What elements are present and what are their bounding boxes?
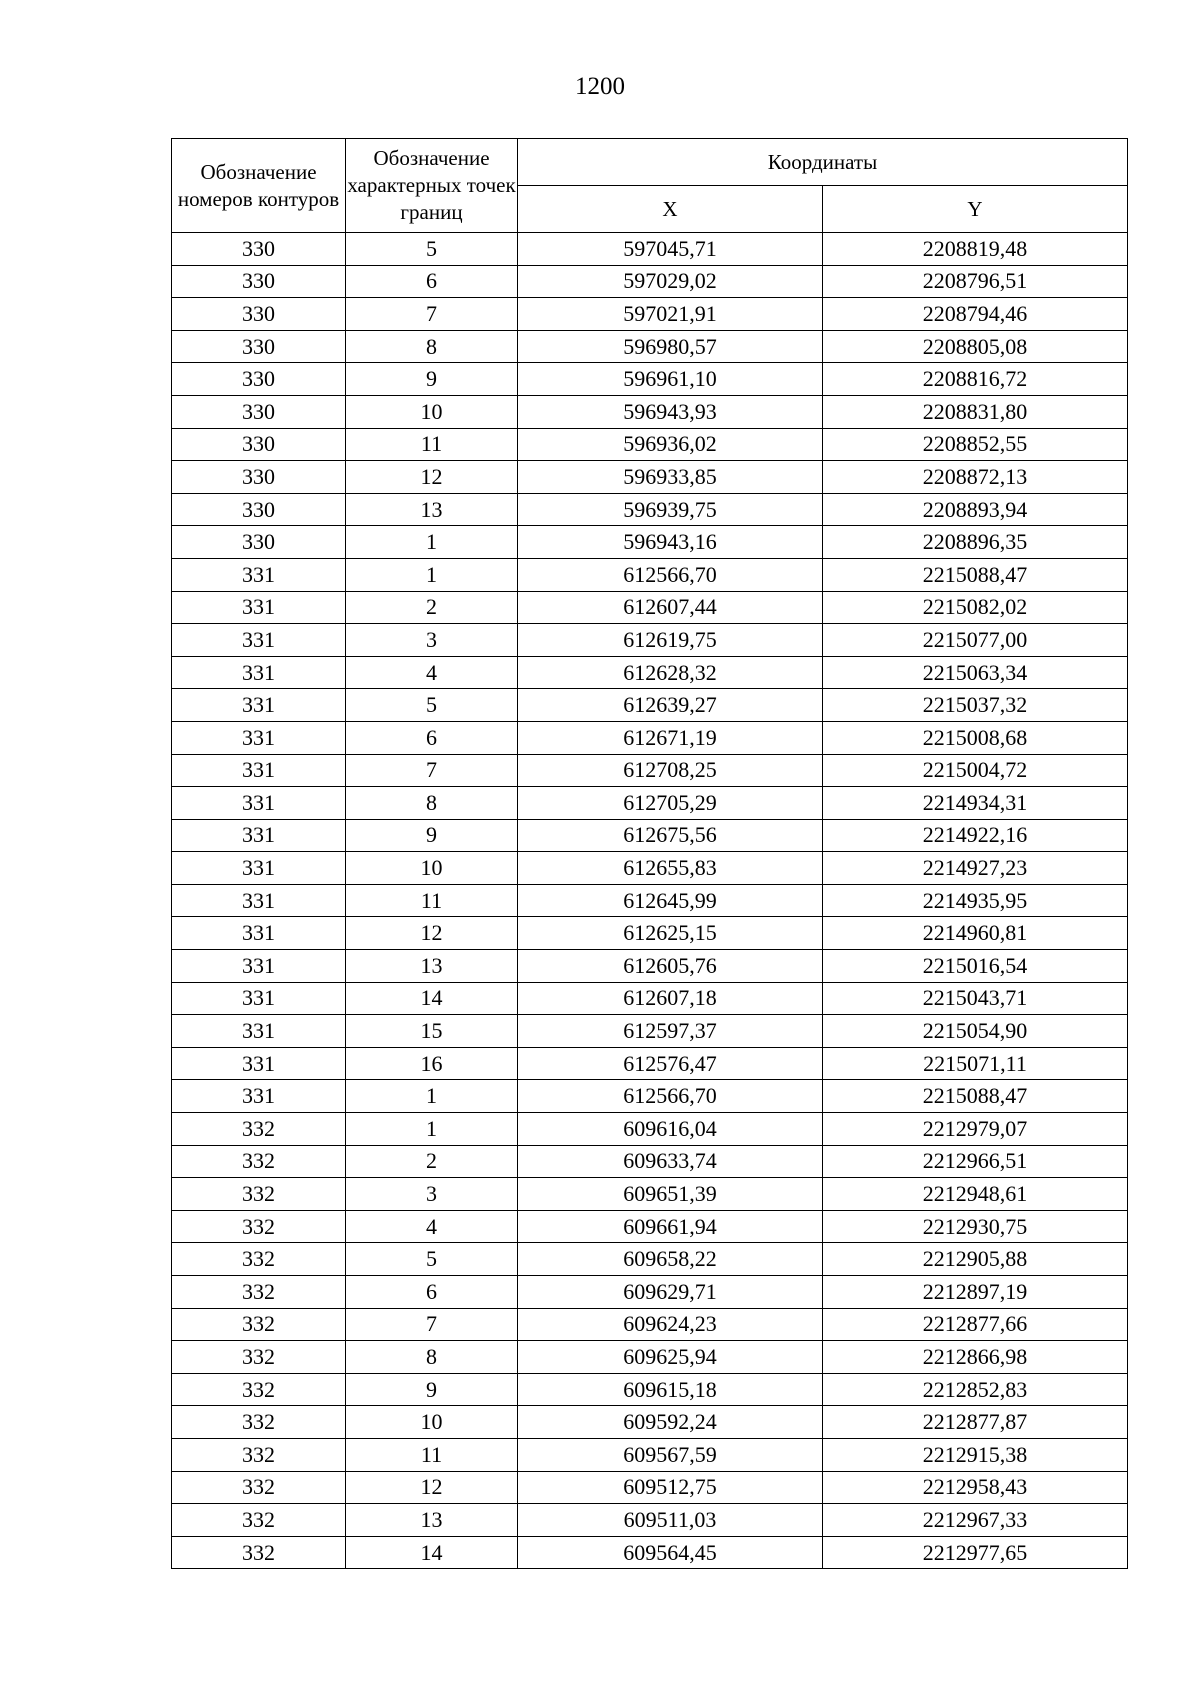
cell-contour-number: 332 — [172, 1504, 346, 1537]
cell-point-number: 6 — [346, 721, 518, 754]
cell-y-coordinate: 2215088,47 — [823, 558, 1128, 591]
cell-y-coordinate: 2208819,48 — [823, 233, 1128, 266]
cell-y-coordinate: 2208816,72 — [823, 363, 1128, 396]
cell-point-number: 1 — [346, 1080, 518, 1113]
cell-y-coordinate: 2212979,07 — [823, 1113, 1128, 1146]
cell-x-coordinate: 612645,99 — [518, 884, 823, 917]
table-row — [172, 395, 1128, 428]
table-row — [172, 1406, 1128, 1439]
cell-contour-number: 330 — [172, 330, 346, 363]
table-row — [172, 1047, 1128, 1080]
cell-point-number: 12 — [346, 917, 518, 950]
table-row — [172, 1210, 1128, 1243]
cell-y-coordinate: 2214927,23 — [823, 852, 1128, 885]
cell-y-coordinate: 2212915,38 — [823, 1438, 1128, 1471]
table-row — [172, 1178, 1128, 1211]
cell-point-number: 7 — [346, 298, 518, 331]
cell-x-coordinate: 612675,56 — [518, 819, 823, 852]
cell-point-number: 5 — [346, 689, 518, 722]
cell-contour-number: 331 — [172, 917, 346, 950]
cell-point-number: 13 — [346, 493, 518, 526]
cell-point-number: 7 — [346, 754, 518, 787]
cell-y-coordinate: 2208893,94 — [823, 493, 1128, 526]
cell-x-coordinate: 609629,71 — [518, 1276, 823, 1309]
table-row — [172, 1471, 1128, 1504]
table-row — [172, 819, 1128, 852]
table-row — [172, 233, 1128, 266]
cell-point-number: 3 — [346, 624, 518, 657]
cell-x-coordinate: 596936,02 — [518, 428, 823, 461]
cell-point-number: 8 — [346, 787, 518, 820]
cell-x-coordinate: 612607,18 — [518, 982, 823, 1015]
cell-y-coordinate: 2212958,43 — [823, 1471, 1128, 1504]
header-y: Y — [823, 186, 1128, 233]
table-row — [172, 787, 1128, 820]
cell-x-coordinate: 612566,70 — [518, 558, 823, 591]
cell-contour-number: 331 — [172, 950, 346, 983]
cell-y-coordinate: 2212967,33 — [823, 1504, 1128, 1537]
table-row — [172, 950, 1128, 983]
cell-x-coordinate: 596961,10 — [518, 363, 823, 396]
cell-contour-number: 331 — [172, 754, 346, 787]
cell-point-number: 10 — [346, 1406, 518, 1439]
table-row — [172, 1504, 1128, 1537]
table-row — [172, 1015, 1128, 1048]
cell-x-coordinate: 609651,39 — [518, 1178, 823, 1211]
cell-y-coordinate: 2215008,68 — [823, 721, 1128, 754]
cell-point-number: 16 — [346, 1047, 518, 1080]
cell-y-coordinate: 2215088,47 — [823, 1080, 1128, 1113]
table-row — [172, 656, 1128, 689]
cell-contour-number: 332 — [172, 1243, 346, 1276]
table-row — [172, 917, 1128, 950]
cell-x-coordinate: 609512,75 — [518, 1471, 823, 1504]
cell-contour-number: 330 — [172, 395, 346, 428]
page-number: 1200 — [575, 73, 625, 100]
cell-contour-number: 331 — [172, 982, 346, 1015]
cell-x-coordinate: 612708,25 — [518, 754, 823, 787]
cell-x-coordinate: 597021,91 — [518, 298, 823, 331]
cell-point-number: 12 — [346, 1471, 518, 1504]
cell-x-coordinate: 612625,15 — [518, 917, 823, 950]
cell-x-coordinate: 612639,27 — [518, 689, 823, 722]
table-row — [172, 852, 1128, 885]
cell-point-number: 4 — [346, 1210, 518, 1243]
cell-y-coordinate: 2215016,54 — [823, 950, 1128, 983]
cell-contour-number: 332 — [172, 1178, 346, 1211]
cell-point-number: 5 — [346, 233, 518, 266]
cell-x-coordinate: 597045,71 — [518, 233, 823, 266]
cell-y-coordinate: 2208872,13 — [823, 461, 1128, 494]
cell-point-number: 1 — [346, 558, 518, 591]
table-row — [172, 1341, 1128, 1374]
table-row — [172, 461, 1128, 494]
cell-contour-number: 330 — [172, 233, 346, 266]
cell-point-number: 13 — [346, 950, 518, 983]
cell-x-coordinate: 612628,32 — [518, 656, 823, 689]
cell-y-coordinate: 2214960,81 — [823, 917, 1128, 950]
cell-x-coordinate: 612597,37 — [518, 1015, 823, 1048]
header-x: X — [518, 186, 823, 233]
cell-y-coordinate: 2208831,80 — [823, 395, 1128, 428]
cell-point-number: 11 — [346, 1438, 518, 1471]
cell-point-number: 1 — [346, 1113, 518, 1146]
cell-x-coordinate: 609625,94 — [518, 1341, 823, 1374]
cell-x-coordinate: 609592,24 — [518, 1406, 823, 1439]
cell-y-coordinate: 2212948,61 — [823, 1178, 1128, 1211]
cell-point-number: 15 — [346, 1015, 518, 1048]
cell-y-coordinate: 2212866,98 — [823, 1341, 1128, 1374]
cell-contour-number: 331 — [172, 787, 346, 820]
table-header — [172, 139, 1128, 233]
cell-y-coordinate: 2215054,90 — [823, 1015, 1128, 1048]
cell-contour-number: 330 — [172, 526, 346, 559]
cell-point-number: 2 — [346, 1145, 518, 1178]
cell-y-coordinate: 2215071,11 — [823, 1047, 1128, 1080]
table-row — [172, 330, 1128, 363]
cell-contour-number: 331 — [172, 591, 346, 624]
table-row — [172, 1308, 1128, 1341]
cell-point-number: 11 — [346, 428, 518, 461]
cell-point-number: 7 — [346, 1308, 518, 1341]
cell-contour-number: 332 — [172, 1438, 346, 1471]
cell-point-number: 9 — [346, 363, 518, 396]
header-point-designation: Обозначение характерных точек границ — [346, 139, 518, 233]
cell-y-coordinate: 2212877,87 — [823, 1406, 1128, 1439]
cell-x-coordinate: 612576,47 — [518, 1047, 823, 1080]
cell-contour-number: 332 — [172, 1145, 346, 1178]
table-row — [172, 1113, 1128, 1146]
cell-point-number: 4 — [346, 656, 518, 689]
cell-x-coordinate: 612705,29 — [518, 787, 823, 820]
table-row — [172, 982, 1128, 1015]
cell-x-coordinate: 609633,74 — [518, 1145, 823, 1178]
cell-contour-number: 331 — [172, 819, 346, 852]
cell-y-coordinate: 2208805,08 — [823, 330, 1128, 363]
cell-x-coordinate: 612605,76 — [518, 950, 823, 983]
cell-y-coordinate: 2212897,19 — [823, 1276, 1128, 1309]
cell-x-coordinate: 596939,75 — [518, 493, 823, 526]
cell-contour-number: 331 — [172, 1080, 346, 1113]
cell-point-number: 2 — [346, 591, 518, 624]
cell-y-coordinate: 2208852,55 — [823, 428, 1128, 461]
cell-point-number: 8 — [346, 330, 518, 363]
table-row — [172, 689, 1128, 722]
cell-y-coordinate: 2212852,83 — [823, 1373, 1128, 1406]
cell-contour-number: 332 — [172, 1341, 346, 1374]
table-row — [172, 884, 1128, 917]
cell-x-coordinate: 612607,44 — [518, 591, 823, 624]
cell-point-number: 3 — [346, 1178, 518, 1211]
cell-y-coordinate: 2214935,95 — [823, 884, 1128, 917]
table-row — [172, 298, 1128, 331]
header-contour-number: Обозначение номеров контуров — [172, 139, 346, 233]
cell-x-coordinate: 609661,94 — [518, 1210, 823, 1243]
cell-x-coordinate: 596943,93 — [518, 395, 823, 428]
cell-y-coordinate: 2212905,88 — [823, 1243, 1128, 1276]
cell-contour-number: 331 — [172, 624, 346, 657]
cell-contour-number: 331 — [172, 1015, 346, 1048]
cell-y-coordinate: 2215004,72 — [823, 754, 1128, 787]
cell-contour-number: 330 — [172, 363, 346, 396]
cell-point-number: 10 — [346, 395, 518, 428]
cell-point-number: 9 — [346, 819, 518, 852]
cell-contour-number: 331 — [172, 1047, 346, 1080]
cell-contour-number: 330 — [172, 428, 346, 461]
cell-contour-number: 331 — [172, 721, 346, 754]
cell-x-coordinate: 612619,75 — [518, 624, 823, 657]
cell-point-number: 10 — [346, 852, 518, 885]
cell-y-coordinate: 2208896,35 — [823, 526, 1128, 559]
cell-contour-number: 331 — [172, 884, 346, 917]
cell-x-coordinate: 596943,16 — [518, 526, 823, 559]
cell-x-coordinate: 596933,85 — [518, 461, 823, 494]
cell-x-coordinate: 609616,04 — [518, 1113, 823, 1146]
cell-x-coordinate: 609658,22 — [518, 1243, 823, 1276]
header-coordinates: Координаты — [518, 139, 1128, 186]
cell-point-number: 6 — [346, 1276, 518, 1309]
cell-point-number: 8 — [346, 1341, 518, 1374]
cell-contour-number: 332 — [172, 1210, 346, 1243]
cell-x-coordinate: 609511,03 — [518, 1504, 823, 1537]
cell-y-coordinate: 2212977,65 — [823, 1536, 1128, 1569]
cell-x-coordinate: 612655,83 — [518, 852, 823, 885]
cell-y-coordinate: 2208796,51 — [823, 265, 1128, 298]
cell-point-number: 5 — [346, 1243, 518, 1276]
cell-point-number: 13 — [346, 1504, 518, 1537]
table-row — [172, 265, 1128, 298]
cell-y-coordinate: 2215063,34 — [823, 656, 1128, 689]
table-row — [172, 1536, 1128, 1569]
table-body — [172, 233, 1128, 1569]
table-row — [172, 493, 1128, 526]
cell-y-coordinate: 2212877,66 — [823, 1308, 1128, 1341]
cell-point-number: 11 — [346, 884, 518, 917]
cell-contour-number: 331 — [172, 689, 346, 722]
table-row — [172, 1145, 1128, 1178]
cell-y-coordinate: 2212930,75 — [823, 1210, 1128, 1243]
cell-contour-number: 332 — [172, 1471, 346, 1504]
cell-contour-number: 331 — [172, 558, 346, 591]
cell-contour-number: 331 — [172, 852, 346, 885]
table-row — [172, 363, 1128, 396]
cell-point-number: 12 — [346, 461, 518, 494]
cell-y-coordinate: 2214934,31 — [823, 787, 1128, 820]
cell-contour-number: 332 — [172, 1373, 346, 1406]
cell-point-number: 6 — [346, 265, 518, 298]
cell-contour-number: 332 — [172, 1308, 346, 1341]
cell-x-coordinate: 609615,18 — [518, 1373, 823, 1406]
cell-y-coordinate: 2215082,02 — [823, 591, 1128, 624]
cell-y-coordinate: 2208794,46 — [823, 298, 1128, 331]
coordinates-table — [171, 138, 1128, 1569]
cell-contour-number: 330 — [172, 461, 346, 494]
table-row — [172, 624, 1128, 657]
cell-y-coordinate: 2212966,51 — [823, 1145, 1128, 1178]
cell-x-coordinate: 597029,02 — [518, 265, 823, 298]
table-row — [172, 1080, 1128, 1113]
cell-contour-number: 332 — [172, 1536, 346, 1569]
cell-x-coordinate: 596980,57 — [518, 330, 823, 363]
table-row — [172, 1373, 1128, 1406]
cell-contour-number: 330 — [172, 493, 346, 526]
table-row — [172, 1438, 1128, 1471]
cell-contour-number: 331 — [172, 656, 346, 689]
table-row — [172, 526, 1128, 559]
cell-contour-number: 332 — [172, 1276, 346, 1309]
cell-y-coordinate: 2215077,00 — [823, 624, 1128, 657]
cell-point-number: 1 — [346, 526, 518, 559]
table-row — [172, 1243, 1128, 1276]
cell-x-coordinate: 609567,59 — [518, 1438, 823, 1471]
cell-x-coordinate: 609624,23 — [518, 1308, 823, 1341]
cell-contour-number: 330 — [172, 298, 346, 331]
cell-point-number: 9 — [346, 1373, 518, 1406]
cell-x-coordinate: 612671,19 — [518, 721, 823, 754]
cell-x-coordinate: 609564,45 — [518, 1536, 823, 1569]
cell-contour-number: 330 — [172, 265, 346, 298]
cell-y-coordinate: 2215043,71 — [823, 982, 1128, 1015]
table-row — [172, 721, 1128, 754]
table-row — [172, 1276, 1128, 1309]
cell-y-coordinate: 2214922,16 — [823, 819, 1128, 852]
cell-x-coordinate: 612566,70 — [518, 1080, 823, 1113]
cell-contour-number: 332 — [172, 1406, 346, 1439]
cell-point-number: 14 — [346, 1536, 518, 1569]
cell-y-coordinate: 2215037,32 — [823, 689, 1128, 722]
table-row — [172, 558, 1128, 591]
table-row — [172, 591, 1128, 624]
table-row — [172, 428, 1128, 461]
table-row — [172, 754, 1128, 787]
cell-point-number: 14 — [346, 982, 518, 1015]
cell-contour-number: 332 — [172, 1113, 346, 1146]
